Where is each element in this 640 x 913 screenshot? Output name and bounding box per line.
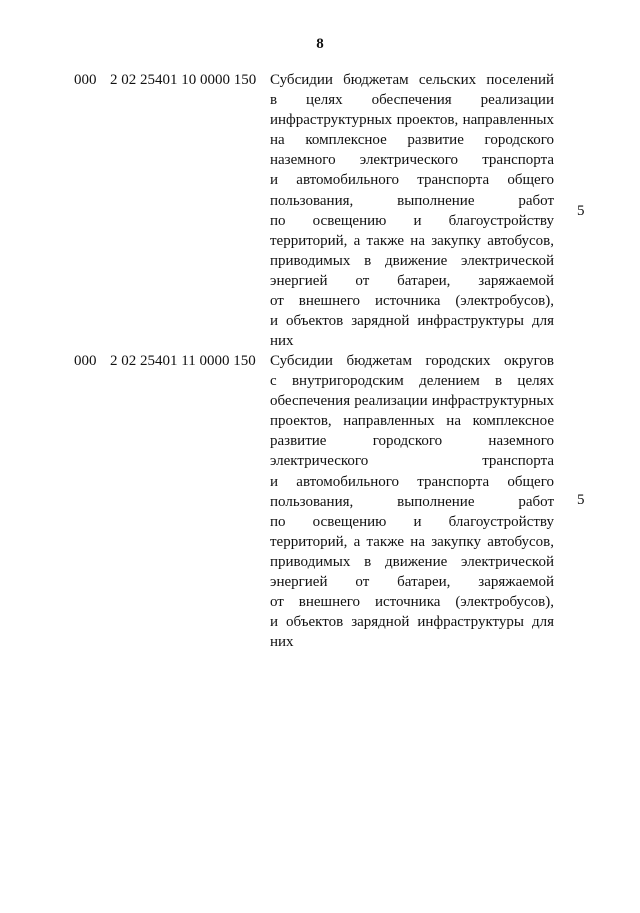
budget-classification-code: 2 02 25401 11 0000 150: [110, 353, 256, 369]
distribution-ratio: 5: [577, 492, 585, 508]
description-line: проектов, направленных на комплексное: [270, 413, 554, 430]
revenue-description: [270, 351, 554, 652]
description-line: и объектов зарядной инфраструктуры для: [270, 614, 554, 631]
description-line: электрического транспорта: [270, 453, 554, 470]
description-line: приводимых в движение электрической: [270, 553, 554, 570]
description-line: развитие городского наземного: [270, 433, 554, 450]
description-line: обеспечения реализации инфраструктурных: [270, 393, 554, 410]
description-line: в целях обеспечения реализации: [270, 92, 554, 109]
page-number: 8: [316, 36, 324, 52]
description-line: пользования, выполнение работ: [270, 192, 554, 209]
description-line: по освещению и благоустройству: [270, 212, 554, 229]
description-line: Субсидии бюджетам сельских поселений: [270, 72, 554, 88]
description-line: территорий, а также на закупку автобусов,: [270, 533, 554, 550]
description-line: пользования, выполнение работ: [270, 493, 554, 510]
description-line: них: [270, 634, 294, 651]
description-line: по освещению и благоустройству: [270, 513, 554, 530]
description-line: наземного электрического транспорта: [270, 152, 554, 169]
admin-code: 000: [74, 353, 97, 369]
description-line: энергией от батареи, заряжаемой: [270, 272, 554, 289]
description-line: и объектов зарядной инфраструктуры для: [270, 313, 554, 330]
description-line: и автомобильного транспорта общего: [270, 172, 554, 189]
distribution-ratio: 5: [577, 203, 585, 219]
description-line: территорий, а также на закупку автобусов,: [270, 232, 554, 249]
description-line: инфраструктурных проектов, направленных: [270, 112, 554, 129]
description-line: Субсидии бюджетам городских округов: [270, 353, 554, 369]
description-line: и автомобильного транспорта общего: [270, 473, 554, 490]
description-line: них: [270, 333, 294, 350]
description-line: энергией от батареи, заряжаемой: [270, 574, 554, 591]
description-line: на комплексное развитие городского: [270, 132, 554, 149]
description-line: от внешнего источника (электробусов),: [270, 293, 554, 310]
budget-classification-code: 2 02 25401 10 0000 150: [110, 72, 257, 88]
description-line: приводимых в движение электрической: [270, 252, 554, 269]
description-line: от внешнего источника (электробусов),: [270, 594, 554, 611]
revenue-description: [270, 70, 554, 351]
admin-code: 000: [74, 72, 97, 88]
description-line: с внутригородским делением в целях: [270, 373, 554, 390]
